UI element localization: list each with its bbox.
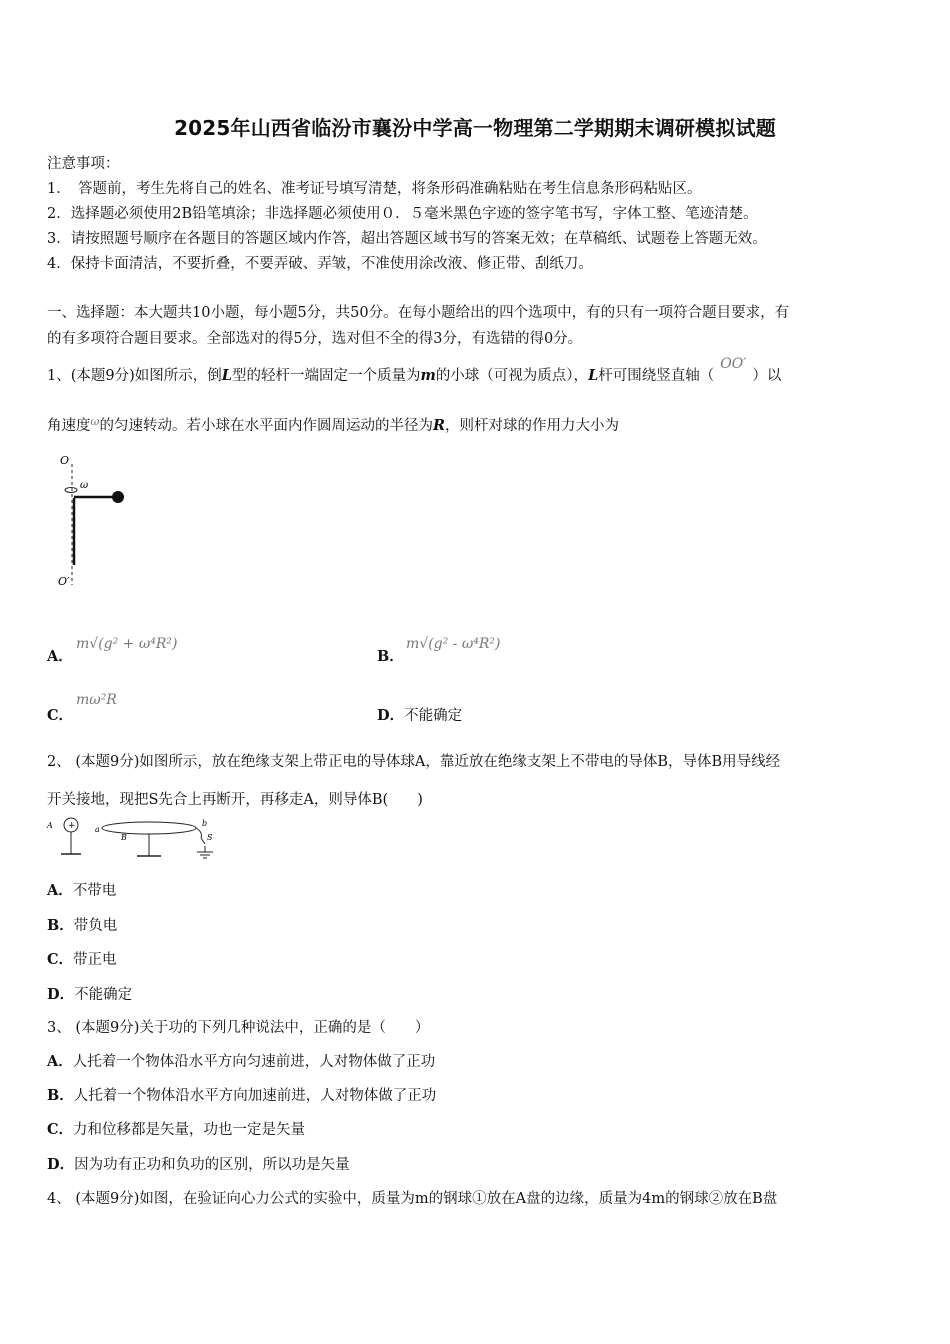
q1-text: 的小球（可视为质点），	[435, 368, 589, 384]
q1-option-c	[47, 704, 73, 725]
q1-fig-top-label: O	[60, 454, 70, 467]
q1-stem-line-1	[47, 356, 782, 385]
q2-conductor-figure	[45, 816, 220, 864]
option-letter: D．	[47, 1156, 75, 1173]
option-text: 人托着一个物体沿水平方向加速前进，人对物体做了正功	[73, 1088, 437, 1104]
q1-l-rod-figure	[50, 450, 140, 590]
option-letter: C．	[47, 707, 74, 724]
option-text: 人托着一个物体沿水平方向匀速前进，人对物体做了正功	[72, 1054, 436, 1070]
option-text: 不带电	[72, 883, 117, 899]
q1-text: ）以	[752, 368, 782, 384]
section-intro-line-2: 的有多项符合题目要求。全部选对的得5分，选对但不全的得3分，有选错的得0分。	[47, 331, 583, 347]
option-letter: D．	[377, 707, 405, 724]
q4-stem: 4、 (本题9分)如图，在验证向心力公式的实验中，质量为m的钢球①放在A盘的边缘，质量为4m的钢球②放在B盘	[47, 1191, 778, 1207]
q2-fig-label-S: S	[207, 833, 213, 842]
q3-option-a	[47, 1050, 435, 1071]
q1-text: 杆可围绕竖直轴（	[598, 368, 715, 384]
q2-fig-plus: +	[68, 821, 76, 831]
notice-item-2: 2．选择题必须使用2B铅笔填涂；非选择题必须使用０．５毫米黑色字迹的签字笔书写，字体工整、笔迹清楚。	[47, 206, 758, 222]
notice-heading: 注意事项：	[47, 156, 120, 172]
q1-text: 的匀速转动。若小球在水平面内作圆周运动的半径为	[99, 418, 433, 434]
q1-option-a-formula: m√(g² + ω⁴R²)	[76, 636, 178, 652]
q2-wire	[196, 828, 201, 838]
page-title: 2025年山西省临汾市襄汾中学高一物理第二学期期末调研模拟试题	[174, 116, 776, 140]
q1-text: ，则杆对球的作用力大小为	[445, 418, 620, 434]
q1-var-R: R	[432, 417, 446, 434]
option-letter: A．	[47, 1053, 73, 1070]
q3-option-b	[47, 1084, 436, 1105]
q2-fig-label-B: B	[121, 833, 127, 842]
q2-conductor-b	[102, 822, 196, 834]
q2-fig-label-A: A	[47, 821, 53, 830]
notice-item-3: 3．请按照题号顺序在各题目的答题区域内作答，超出答题区域书写的答案无效；在草稿纸、试题卷上答题无效。	[47, 231, 767, 247]
q1-text: 1、(本题9分)如图所示，倒	[47, 368, 222, 384]
q1-var-L: L	[221, 367, 232, 384]
q2-option-b	[47, 914, 117, 935]
option-text: 不能确定	[404, 708, 463, 724]
notice-item-4: 4．保持卡面清洁，不要折叠，不要弄破、弄皱，不准使用涂改液、修正带、刮纸刀。	[47, 256, 593, 272]
option-letter: D．	[47, 986, 75, 1003]
q1-option-d	[377, 704, 462, 725]
q1-text: 型的轻杆一端固定一个质量为	[231, 368, 421, 384]
notice-item-1: 1． 答题前，考生先将自己的姓名、准考证号填写清楚，将条形码准确粘贴在考生信息条形码粘贴区。	[47, 181, 702, 197]
q1-option-a	[47, 645, 73, 666]
q2-switch-s	[201, 838, 205, 844]
q2-fig-label-b: b	[202, 819, 208, 828]
q1-omega-symbol: ω	[90, 415, 100, 428]
q1-fig-bottom-label: O′	[58, 575, 70, 588]
q3-option-c	[47, 1118, 305, 1139]
q2-stem-line-2: 开关接地，现把S先合上再断开，再移走A，则导体B( )	[47, 792, 423, 808]
q1-option-b	[377, 645, 404, 666]
q3-stem: 3、 (本题9分)关于功的下列几种说法中，正确的是（ ）	[47, 1020, 430, 1036]
q1-ball	[112, 491, 124, 503]
section-intro-line-1: 一、选择题：本大题共10小题，每小题5分，共50分。在每小题给出的四个选项中，有的只有一项符合题目要求，有	[47, 305, 790, 321]
option-letter: A．	[47, 648, 73, 665]
option-text: 力和位移都是矢量，功也一定是矢量	[73, 1122, 306, 1138]
option-text: 因为功有正功和负功的区别，所以功是矢量	[74, 1157, 350, 1173]
option-letter: A．	[47, 882, 73, 899]
q3-option-d	[47, 1153, 350, 1174]
q2-option-c	[47, 948, 117, 969]
q1-fig-omega-label: ω	[80, 480, 89, 491]
q1-text: 角速度	[47, 418, 91, 434]
q1-rotation-arrow-icon	[65, 488, 77, 493]
q1-option-b-formula: m√(g² - ω⁴R²)	[406, 636, 501, 652]
option-letter: C．	[47, 1121, 74, 1138]
q2-option-a	[47, 879, 116, 900]
q1-axis-symbol: OO′	[720, 356, 747, 372]
q1-option-c-formula: mω²R	[76, 692, 117, 708]
option-text: 带负电	[73, 918, 118, 934]
q2-option-d	[47, 983, 132, 1004]
q1-var-m: m	[420, 367, 436, 384]
q1-var-L: L	[588, 367, 599, 384]
option-letter: B．	[47, 917, 74, 934]
option-text: 带正电	[73, 952, 117, 968]
q1-stem-line-2	[47, 414, 619, 435]
q2-fig-label-a: a	[95, 825, 100, 834]
option-letter: C．	[47, 951, 74, 968]
option-text: 不能确定	[74, 987, 133, 1003]
option-letter: B．	[377, 648, 404, 665]
q2-stem-line-1: 2、 (本题9分)如图所示，放在绝缘支架上带正电的导体球A，靠近放在绝缘支架上不带电的导体B，导体B用导线经	[47, 754, 781, 770]
option-letter: B．	[47, 1087, 74, 1104]
